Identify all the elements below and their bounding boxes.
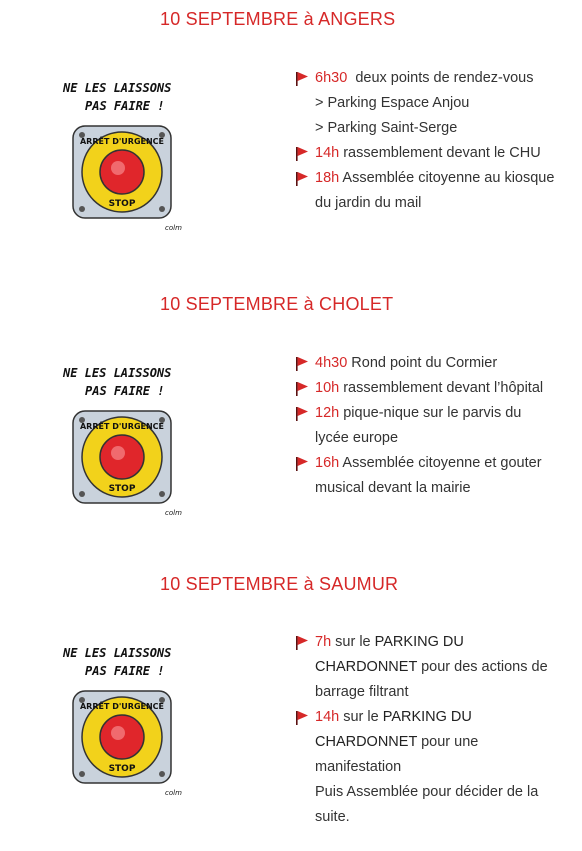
stop-button-drawing: [55, 643, 205, 808]
button-top-label: ARRÊT D'URGENCE: [79, 422, 165, 431]
red-flag-icon: [295, 356, 309, 371]
list-item: Puis Assemblée pour décider de la suite.: [315, 784, 539, 825]
button-top-label: ARRÊT D'URGENCE: [79, 702, 165, 711]
button-stop-label: STOP: [108, 199, 136, 209]
list-item: 12h pique-nique sur le parvis du lycée europe: [295, 401, 555, 451]
red-flag-icon: [295, 635, 309, 650]
stop-button-drawing: [55, 363, 205, 528]
emergency-button-illustration: [55, 78, 205, 243]
list-item: 14h sur le PARKING DU CHARDONNET pour une manifestation: [295, 705, 555, 780]
section-title: 10 SEPTEMBRE à SAUMUR: [160, 574, 399, 594]
section-title: 10 SEPTEMBRE à ANGERS: [160, 9, 396, 29]
button-top-label: ARRÊT D'URGENCE: [79, 137, 165, 146]
list-item: 16h Assemblée citoyenne et gouter musical devant la mairie: [295, 451, 555, 501]
button-stop-label: STOP: [108, 484, 136, 494]
caption-line-2: PAS FAIRE !: [85, 99, 165, 113]
schedule-list: [295, 351, 555, 501]
red-flag-icon: [295, 146, 309, 161]
red-flag-icon: [295, 381, 309, 396]
red-flag-icon: [295, 456, 309, 471]
red-flag-icon: [295, 710, 309, 725]
list-item: 6h30 deux points de rendez-vous: [295, 66, 555, 91]
list-item: 7h sur le PARKING DU CHARDONNET pour des actions de barrage filtrant: [295, 630, 555, 705]
signature: colm: [165, 509, 182, 517]
schedule-list: [295, 630, 555, 830]
emergency-button-illustration: [55, 363, 205, 528]
caption-line-1: NE LES LAISSONS: [63, 646, 172, 660]
schedule-list: [295, 66, 555, 216]
stop-button-drawing: [55, 78, 205, 243]
list-item: 10h rassemblement devant l’hôpital: [295, 376, 555, 401]
signature: colm: [165, 789, 182, 797]
caption-line-1: NE LES LAISSONS: [63, 81, 172, 95]
section-title: 10 SEPTEMBRE à CHOLET: [160, 294, 394, 314]
list-item: 4h30 Rond point du Cormier: [295, 351, 555, 376]
red-flag-icon: [295, 171, 309, 186]
list-item: > Parking Espace Anjou: [315, 95, 470, 111]
signature: colm: [165, 224, 182, 232]
red-flag-icon: [295, 71, 309, 86]
caption-line-2: PAS FAIRE !: [85, 384, 165, 398]
list-item: 14h rassemblement devant le CHU: [295, 141, 555, 166]
red-flag-icon: [295, 406, 309, 421]
button-stop-label: STOP: [108, 764, 136, 774]
emergency-button-illustration: [55, 643, 205, 808]
list-item: 18h Assemblée citoyenne au kiosque du jardin du mail: [295, 166, 555, 216]
caption-line-1: NE LES LAISSONS: [63, 366, 172, 380]
list-item: > Parking Saint-Serge: [315, 120, 458, 136]
caption-line-2: PAS FAIRE !: [85, 664, 165, 678]
